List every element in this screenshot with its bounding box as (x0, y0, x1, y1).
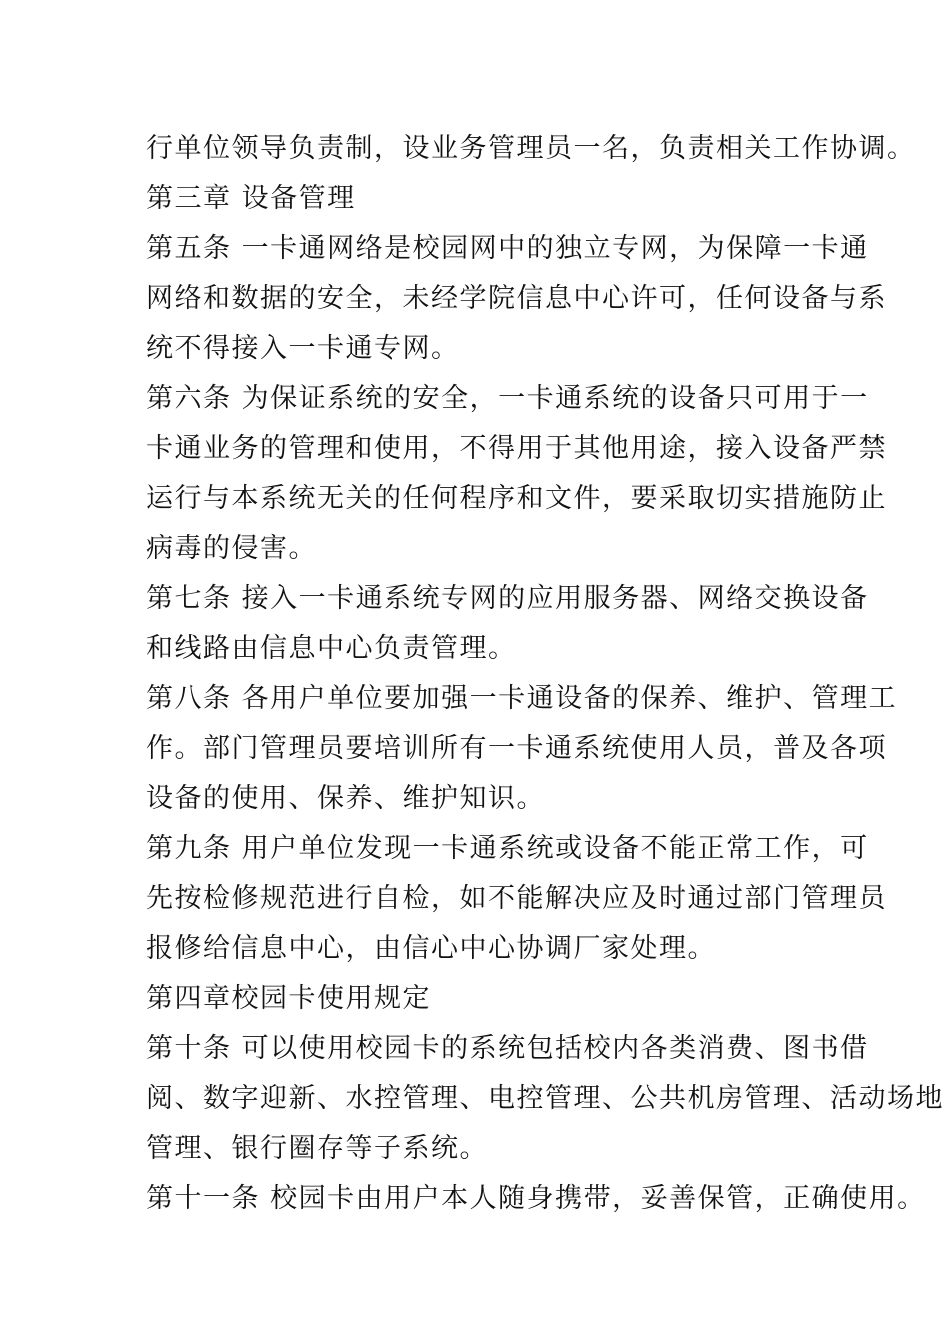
text-line: 第六条 为保证系统的安全，一卡通系统的设备只可用于一 (146, 383, 869, 414)
chapter-heading: 第四章校园卡使用规定 (146, 983, 431, 1014)
text-line: 网络和数据的安全，未经学院信息中心许可，任何设备与系 (146, 283, 887, 314)
text-line: 设备的使用、保养、维护知识。 (146, 783, 545, 814)
chapter-heading: 第三章 设备管理 (146, 183, 356, 214)
text-line: 阅、数字迎新、水控管理、电控管理、公共机房管理、活动场地 (146, 1083, 944, 1114)
text-line: 运行与本系统无关的任何程序和文件，要采取切实措施防止 (146, 483, 887, 514)
text-line: 卡通业务的管理和使用，不得用于其他用途，接入设备严禁 (146, 433, 887, 464)
text-line: 先按检修规范进行自检，如不能解决应及时通过部门管理员 (146, 883, 887, 914)
text-line: 第九条 用户单位发现一卡通系统或设备不能正常工作，可 (146, 833, 869, 864)
text-line: 作。部门管理员要培训所有一卡通系统使用人员，普及各项 (146, 733, 887, 764)
text-line: 第十一条 校园卡由用户本人随身携带，妥善保管，正确使用。 (146, 1183, 926, 1214)
text-line: 和线路由信息中心负责管理。 (146, 633, 517, 664)
text-line: 病毒的侵害。 (146, 533, 317, 564)
text-line: 行单位领导负责制，设业务管理员一名，负责相关工作协调。 (146, 133, 916, 164)
text-line: 第五条 一卡通网络是校园网中的独立专网，为保障一卡通 (146, 233, 869, 264)
text-line: 统不得接入一卡通专网。 (146, 333, 460, 364)
text-line: 第八条 各用户单位要加强一卡通设备的保养、维护、管理工 (146, 683, 898, 714)
text-line: 第七条 接入一卡通系统专网的应用服务器、网络交换设备 (146, 583, 869, 614)
document-body (146, 124, 944, 1224)
text-line: 第十条 可以使用校园卡的系统包括校内各类消费、图书借 (146, 1033, 869, 1064)
text-line: 管理、银行圈存等子系统。 (146, 1133, 488, 1164)
text-line: 报修给信息中心，由信心中心协调厂家处理。 (146, 933, 716, 964)
